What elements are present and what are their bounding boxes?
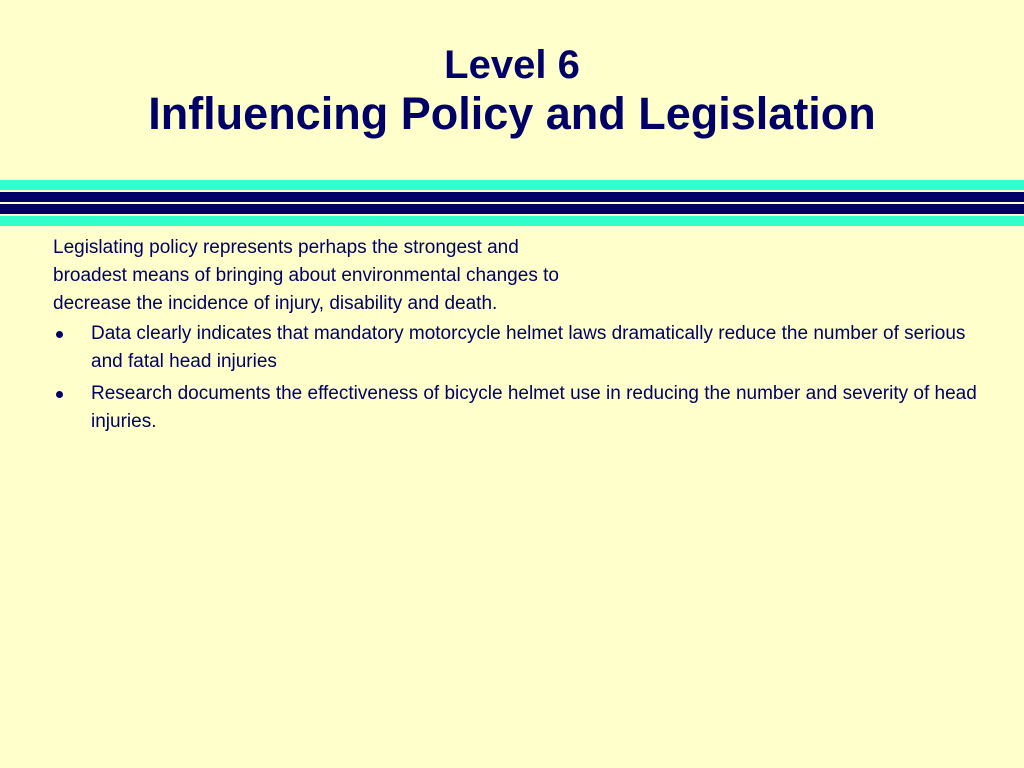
stripe-accent	[0, 180, 1024, 190]
title-line-2: Influencing Policy and Legislation	[148, 88, 876, 139]
bullet-item	[53, 380, 993, 436]
slide-title	[0, 42, 1024, 140]
stripe-dark	[0, 204, 1024, 214]
decorative-stripes	[0, 180, 1024, 228]
bullet-text: Data clearly indicates that mandatory motorcycle helmet laws dramatically reduce the number of serious and fatal head injuries	[91, 323, 966, 372]
bullet-list	[53, 320, 993, 436]
stripe-accent	[0, 216, 1024, 226]
bullet-dot-icon	[56, 331, 63, 338]
title-line-1: Level 6	[444, 43, 580, 87]
stripe-dark	[0, 192, 1024, 202]
intro-paragraph: Legislating policy represents perhaps the strongest and broadest means of bringing about environmental changes to decrease the incidence of injury, disability and death.	[53, 237, 559, 314]
slide-body	[53, 234, 993, 440]
bullet-item	[53, 320, 993, 376]
bullet-text: Research documents the effectiveness of bicycle helmet use in reducing the number and severity of head injuries.	[91, 383, 977, 432]
bullet-dot-icon	[56, 391, 63, 398]
